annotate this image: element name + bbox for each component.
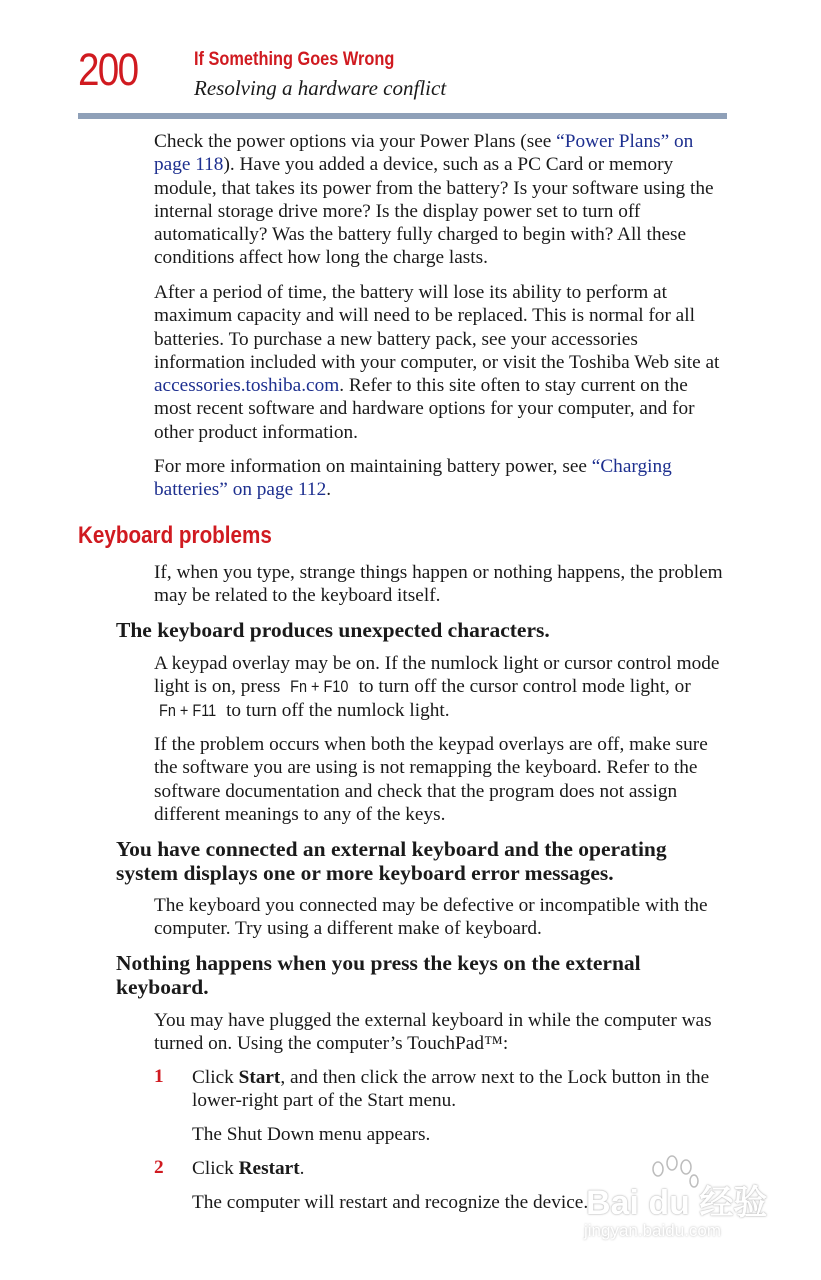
step-2-result: The computer will restart and recognize the device. xyxy=(192,1192,589,1213)
defective-keyboard-paragraph: The keyboard you connected may be defective or incompatible with the computer. Try using a different make of keyboard. xyxy=(154,895,708,940)
battery-paragraph-2 xyxy=(154,281,728,444)
text-run: to turn off the cursor control mode light, or xyxy=(353,676,691,698)
remapping-paragraph: If the problem occurs when both the keypad overlays are off, make sure the software you are using is not remapping the keyboard. Refer to the software documentation and check that the program does not assign different meanings to any of the keys. xyxy=(154,734,708,825)
step-1-result: The Shut Down menu appears. xyxy=(192,1124,431,1145)
chapter-title: If Something Goes Wrong xyxy=(194,49,395,70)
keypad-overlay-paragraph xyxy=(154,652,728,722)
text-run: A keypad overlay may be on. If the numlock light or cursor control mode light is on, press xyxy=(154,653,720,698)
step-number-2: 2 xyxy=(154,1157,164,1178)
step-1-text xyxy=(192,1066,728,1113)
watermark-url: jingyan.baidu.com xyxy=(584,1221,722,1240)
battery-paragraph-3 xyxy=(154,455,728,502)
battery-paragraph-1 xyxy=(154,130,728,270)
key-combo-fn-f10: Fn + F10 xyxy=(290,677,349,697)
nothing-happens-heading: Nothing happens when you press the keys on the external keyboard. xyxy=(116,951,641,999)
text-run: . Refer to this site often to stay current on the most recent software and hardware options for your computer, and for other product information. xyxy=(154,375,695,443)
accessories-link[interactable]: accessories.toshiba.com xyxy=(154,375,340,397)
step-number-1: 1 xyxy=(154,1066,164,1087)
plugged-in-paragraph: You may have plugged the external keyboard in while the computer was turned on. Using the computer’s TouchPad™: xyxy=(154,1010,712,1055)
text-run: to turn off the numlock light. xyxy=(221,699,450,721)
text-run: , and then click the arrow next to the Lock button in the lower-right part of the Start menu. xyxy=(192,1067,710,1112)
watermark-text: Bai du 经验 xyxy=(586,1184,768,1222)
keyboard-problems-heading: Keyboard problems xyxy=(78,522,272,549)
section-subtitle: Resolving a hardware conflict xyxy=(194,76,447,100)
text-run: Click xyxy=(192,1158,239,1179)
baidu-watermark xyxy=(582,1155,772,1250)
keyboard-intro: If, when you type, strange things happen or nothing happens, the problem may be related to the keyboard itself. xyxy=(154,562,723,607)
text-run: . xyxy=(299,1158,305,1179)
start-label: Start xyxy=(238,1067,281,1088)
key-combo-fn-f11: Fn + F11 xyxy=(159,700,217,720)
header-rule xyxy=(78,113,727,119)
external-keyboard-error-heading: You have connected an external keyboard and the operating system displays one or more keyboard error messages. xyxy=(116,837,667,885)
page-number: 200 xyxy=(78,44,138,95)
text-run: After a period of time, the battery will lose its ability to perform at maximum capacity and will need to be replaced. This is normal for all batteries. To purchase a new battery pack, see your accessories information included with your computer, or visit the Toshiba Web site at xyxy=(154,282,720,373)
text-run: ). Have you added a device, such as a PC Card or memory module, that takes its power from the battery? Is your software using the internal storage drive more? Is the display power set to turn off automatically? Was the battery fully charged to begin with? All these conditions affect how long the charge lasts. xyxy=(154,154,714,269)
text-run: For more information on maintaining battery power, see xyxy=(154,456,592,477)
text-run: Click xyxy=(192,1067,239,1088)
power-plans-link[interactable]: “Power Plans” on page 118 xyxy=(154,131,694,176)
text-run: . xyxy=(326,479,332,501)
charging-batteries-link[interactable]: “Charging batteries” on page 112 xyxy=(154,456,672,501)
text-run: Check the power options via your Power Plans (see xyxy=(154,131,557,152)
restart-label: Restart xyxy=(238,1158,300,1179)
unexpected-characters-heading: The keyboard produces unexpected characters. xyxy=(116,618,550,642)
